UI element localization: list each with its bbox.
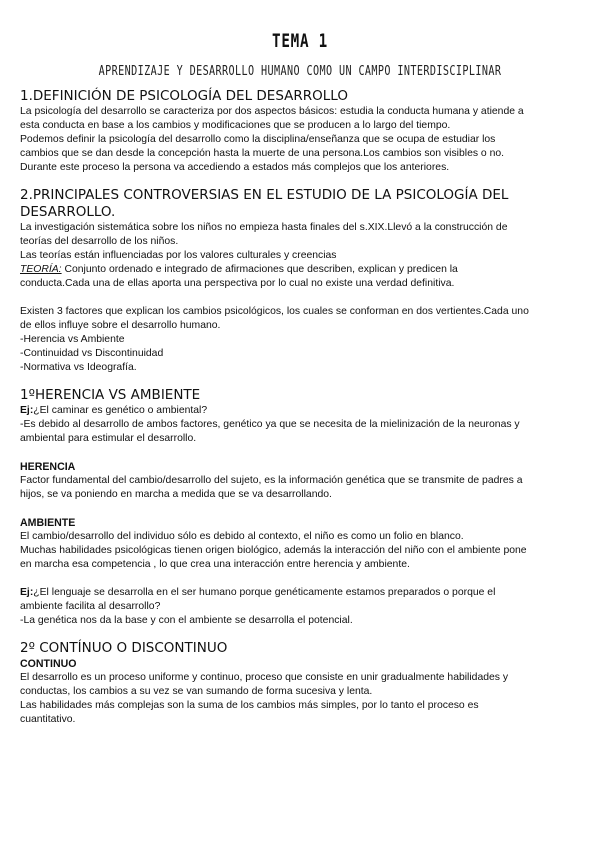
section-heading-herencia-ambiente: 1ºHERENCIA VS AMBIENTE [20, 387, 201, 403]
example-line [20, 586, 580, 600]
paragraph-line: de ellos influye sobre el desarrollo humano. [20, 320, 221, 331]
section-heading-definicion: 1.DEFINICIÓN DE PSICOLOGÍA DEL DESARROLLO [20, 88, 348, 104]
paragraph-line: -La genética nos da la base y con el ambiente se desarrolla el potencial. [20, 615, 353, 626]
subheading-ambiente: AMBIENTE [20, 517, 76, 529]
document-subtitle: APRENDIZAJE Y DESARROLLO HUMANO COMO UN CAMPO INTERDISCIPLINAR [98, 64, 502, 79]
paragraph-line: Las habilidades más complejas son la suma de los cambios más simples, por lo tanto el proceso es [20, 700, 479, 711]
paragraph-line: Factor fundamental del cambio/desarrollo del sujeto, es la información genética que se transmite de padres a [20, 475, 523, 486]
paragraph-line: cambios que se dan desde la concepción hasta la muerte de una persona.Los cambios son visibles o no. [20, 148, 505, 159]
subheading-herencia: HERENCIA [20, 461, 76, 473]
document-title: TEMA 1 [272, 30, 328, 52]
paragraph-line: La investigación sistemática sobre los niños no empieza hasta finales del s.XIX.Llevó a la construcción de [20, 222, 508, 233]
paragraph-line: cuantitativo. [20, 714, 76, 725]
document-body [20, 88, 580, 727]
teoria-text: Conjunto ordenado e integrado de afirmaciones que describen, explican y predicen la [61, 264, 458, 275]
paragraph-line: El desarrollo es un proceso uniforme y continuo, proceso que consiste en unir gradualmente habilidades y [20, 672, 509, 683]
paragraph-line: La psicología del desarrollo se caracteriza por dos aspectos básicos: estudia la conducta humana y atiende a [20, 106, 524, 117]
paragraph-line: Muchas habilidades psicológicas tienen origen biológico, además la interacción del niño con el ambiente pone [20, 545, 527, 556]
section-heading-controversias: 2.PRINCIPALES CONTROVERSIAS EN EL ESTUDIO DE LA PSICOLOGÍA DEL [20, 187, 509, 203]
paragraph-line: Las teorías están influenciadas por los valores culturales y creencias [20, 250, 337, 261]
paragraph-line: -Es debido al desarrollo de ambos factores, genético ya que se necesita de la mielinización de la neuronas y [20, 419, 520, 430]
spacer [20, 502, 580, 516]
spacer [20, 446, 580, 460]
paragraph-line: ambiental para estimular el desarrollo. [20, 433, 197, 444]
paragraph-line: conductas, los cambios a su vez se van sumando de forma sucesiva y lenta. [20, 686, 373, 697]
paragraph-line: hijos, se va poniendo en marcha a medida que se va desarrollando. [20, 489, 332, 500]
paragraph-line: El cambio/desarrollo del individuo sólo es debido al contexto, el niño es como un folio en blanco. [20, 531, 464, 542]
example-line [20, 404, 580, 418]
paragraph-line: Existen 3 factores que explican los cambios psicológicos, los cuales se conforman en dos vertientes.Cada uno [20, 306, 529, 317]
section-heading-controversias-cont: DESARROLLO. [20, 204, 116, 220]
list-item: -Herencia vs Ambiente [20, 334, 125, 345]
teoria-label: TEORÍA: [20, 264, 62, 275]
paragraph-line: esta conducta en base a los cambios y modificaciones que se producen a lo largo del tiempo. [20, 120, 451, 131]
paragraph-line: conducta.Cada una de ellas aporta una perspectiva por lo cual no existe una verdad definitiva. [20, 278, 455, 289]
paragraph-line: en marcha esa competencia , lo que crea una interacción entre herencia y ambiente. [20, 559, 410, 570]
section-heading-continuo: 2º CONTÍNUO O DISCONTINUO [20, 640, 228, 656]
subheading-continuo: CONTINUO [20, 658, 77, 670]
example-label: Ej: [20, 587, 34, 598]
paragraph-line: teorías del desarrollo de los niños. [20, 236, 179, 247]
list-item: -Normativa vs Ideografía. [20, 362, 137, 373]
spacer [20, 572, 580, 586]
list-item: -Continuidad vs Discontinuidad [20, 348, 164, 359]
paragraph-line: Podemos definir la psicología del desarrollo como la disciplina/enseñanza que se ocupa de estudiar los [20, 134, 496, 145]
paragraph-line: Durante este proceso la persona va accediendo a estados más complejos que los anteriores. [20, 162, 450, 173]
example-text: ¿El lenguaje se desarrolla en el ser humano porque genéticamente estamos preparados o porque el [33, 587, 496, 598]
spacer [20, 291, 580, 305]
paragraph-line: ambiente facilita al desarrollo? [20, 601, 161, 612]
example-label: Ej: [20, 405, 34, 416]
example-text: ¿El caminar es genético o ambiental? [33, 405, 208, 416]
teoria-definition [20, 263, 580, 277]
